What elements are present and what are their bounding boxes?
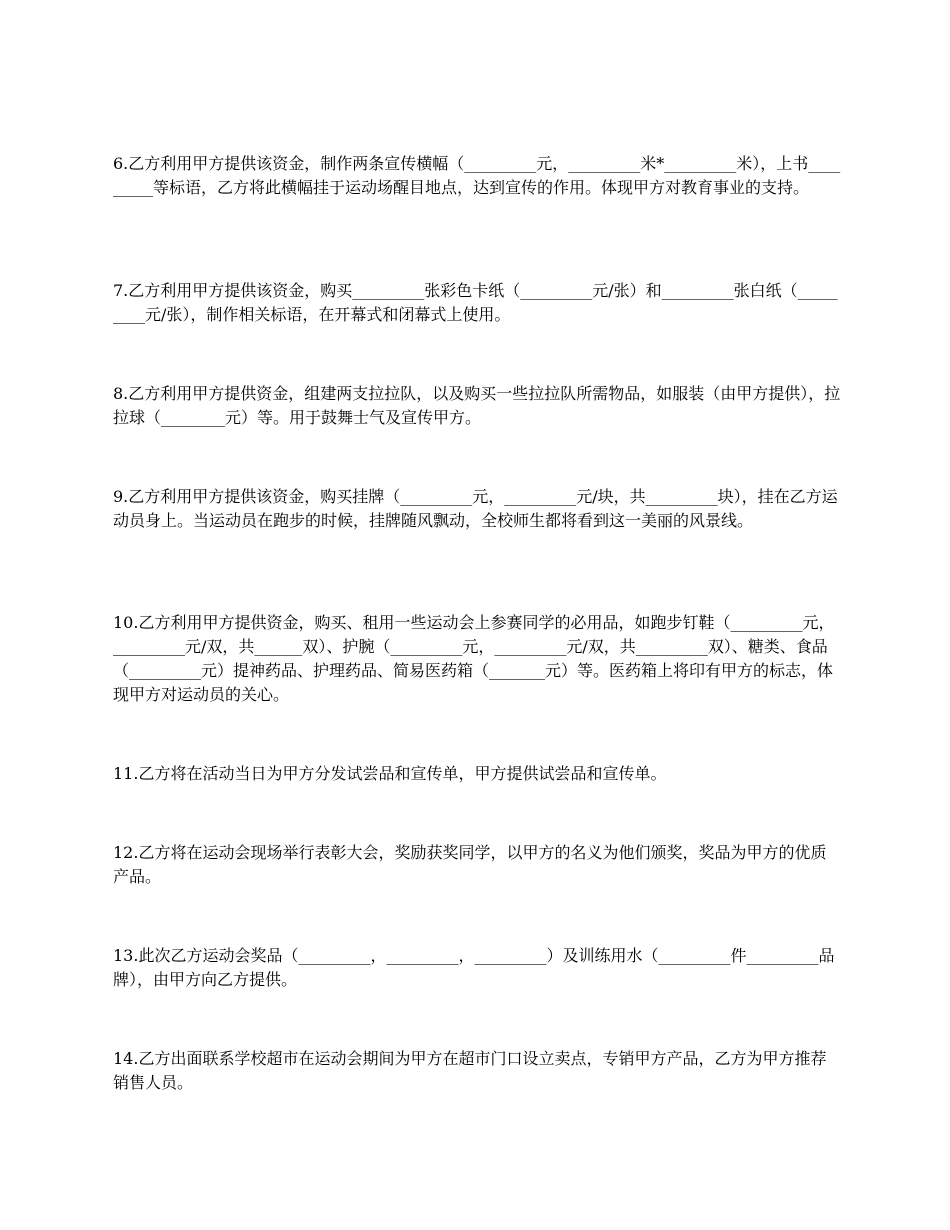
clause-11: 11.乙方将在活动当日为甲方分发试尝品和宣传单，甲方提供试尝品和宣传单。 — [113, 764, 667, 783]
clause-10: 10.乙方利用甲方提供资金，购买、租用一些运动会上参赛同学的必用品，如跑步钉鞋（_________元，_________元/双，共______双）、护腕（_________元，_________元/双，共_________双）、糖类、食品（_________元）提神药品、护理药品、简易医药箱（_______元）等。医药箱上将印有甲方的标志，体现甲方对运动员的关心。 — [113, 613, 835, 704]
clause-13: 13.此次乙方运动会奖品（_________，_________，_________）及训练用水（_________件_________品牌），由甲方向乙方提供。 — [113, 946, 835, 989]
clause-8: 8.乙方利用甲方提供资金，组建两支拉拉队，以及购买一些拉拉队所需物品，如服装（由甲方提供），拉拉球（________元）等。用于鼓舞士气及宣传甲方。 — [113, 384, 841, 427]
clause-6: 6.乙方利用甲方提供该资金，制作两条宣传横幅（_________元，_________米*_________米），上书_________等标语，乙方将此横幅挂于运动场醒目地点，达到宣传的作用。体现甲方对教育事业的支持。 — [113, 154, 841, 197]
clause-12: 12.乙方将在运动会现场举行表彰大会，奖励获奖同学，以甲方的名义为他们颁奖，奖品为甲方的优质产品。 — [113, 843, 827, 886]
clause-9: 9.乙方利用甲方提供该资金，购买挂牌（_________元，_________元/块，共_________块），挂在乙方运动员身上。当运动员在跑步的时候，挂牌随风飘动，全校师生都将看到这一美丽的风景线。 — [113, 487, 838, 530]
clause-7: 7.乙方利用甲方提供该资金，购买_________张彩色卡纸（_________元/张）和_________张白纸（_________元/张），制作相关标语，在开幕式和闭幕式上使用。 — [113, 281, 838, 324]
clause-14: 14.乙方出面联系学校超市在运动会期间为甲方在超市门口设立卖点，专销甲方产品，乙方为甲方推荐销售人员。 — [113, 1049, 827, 1092]
